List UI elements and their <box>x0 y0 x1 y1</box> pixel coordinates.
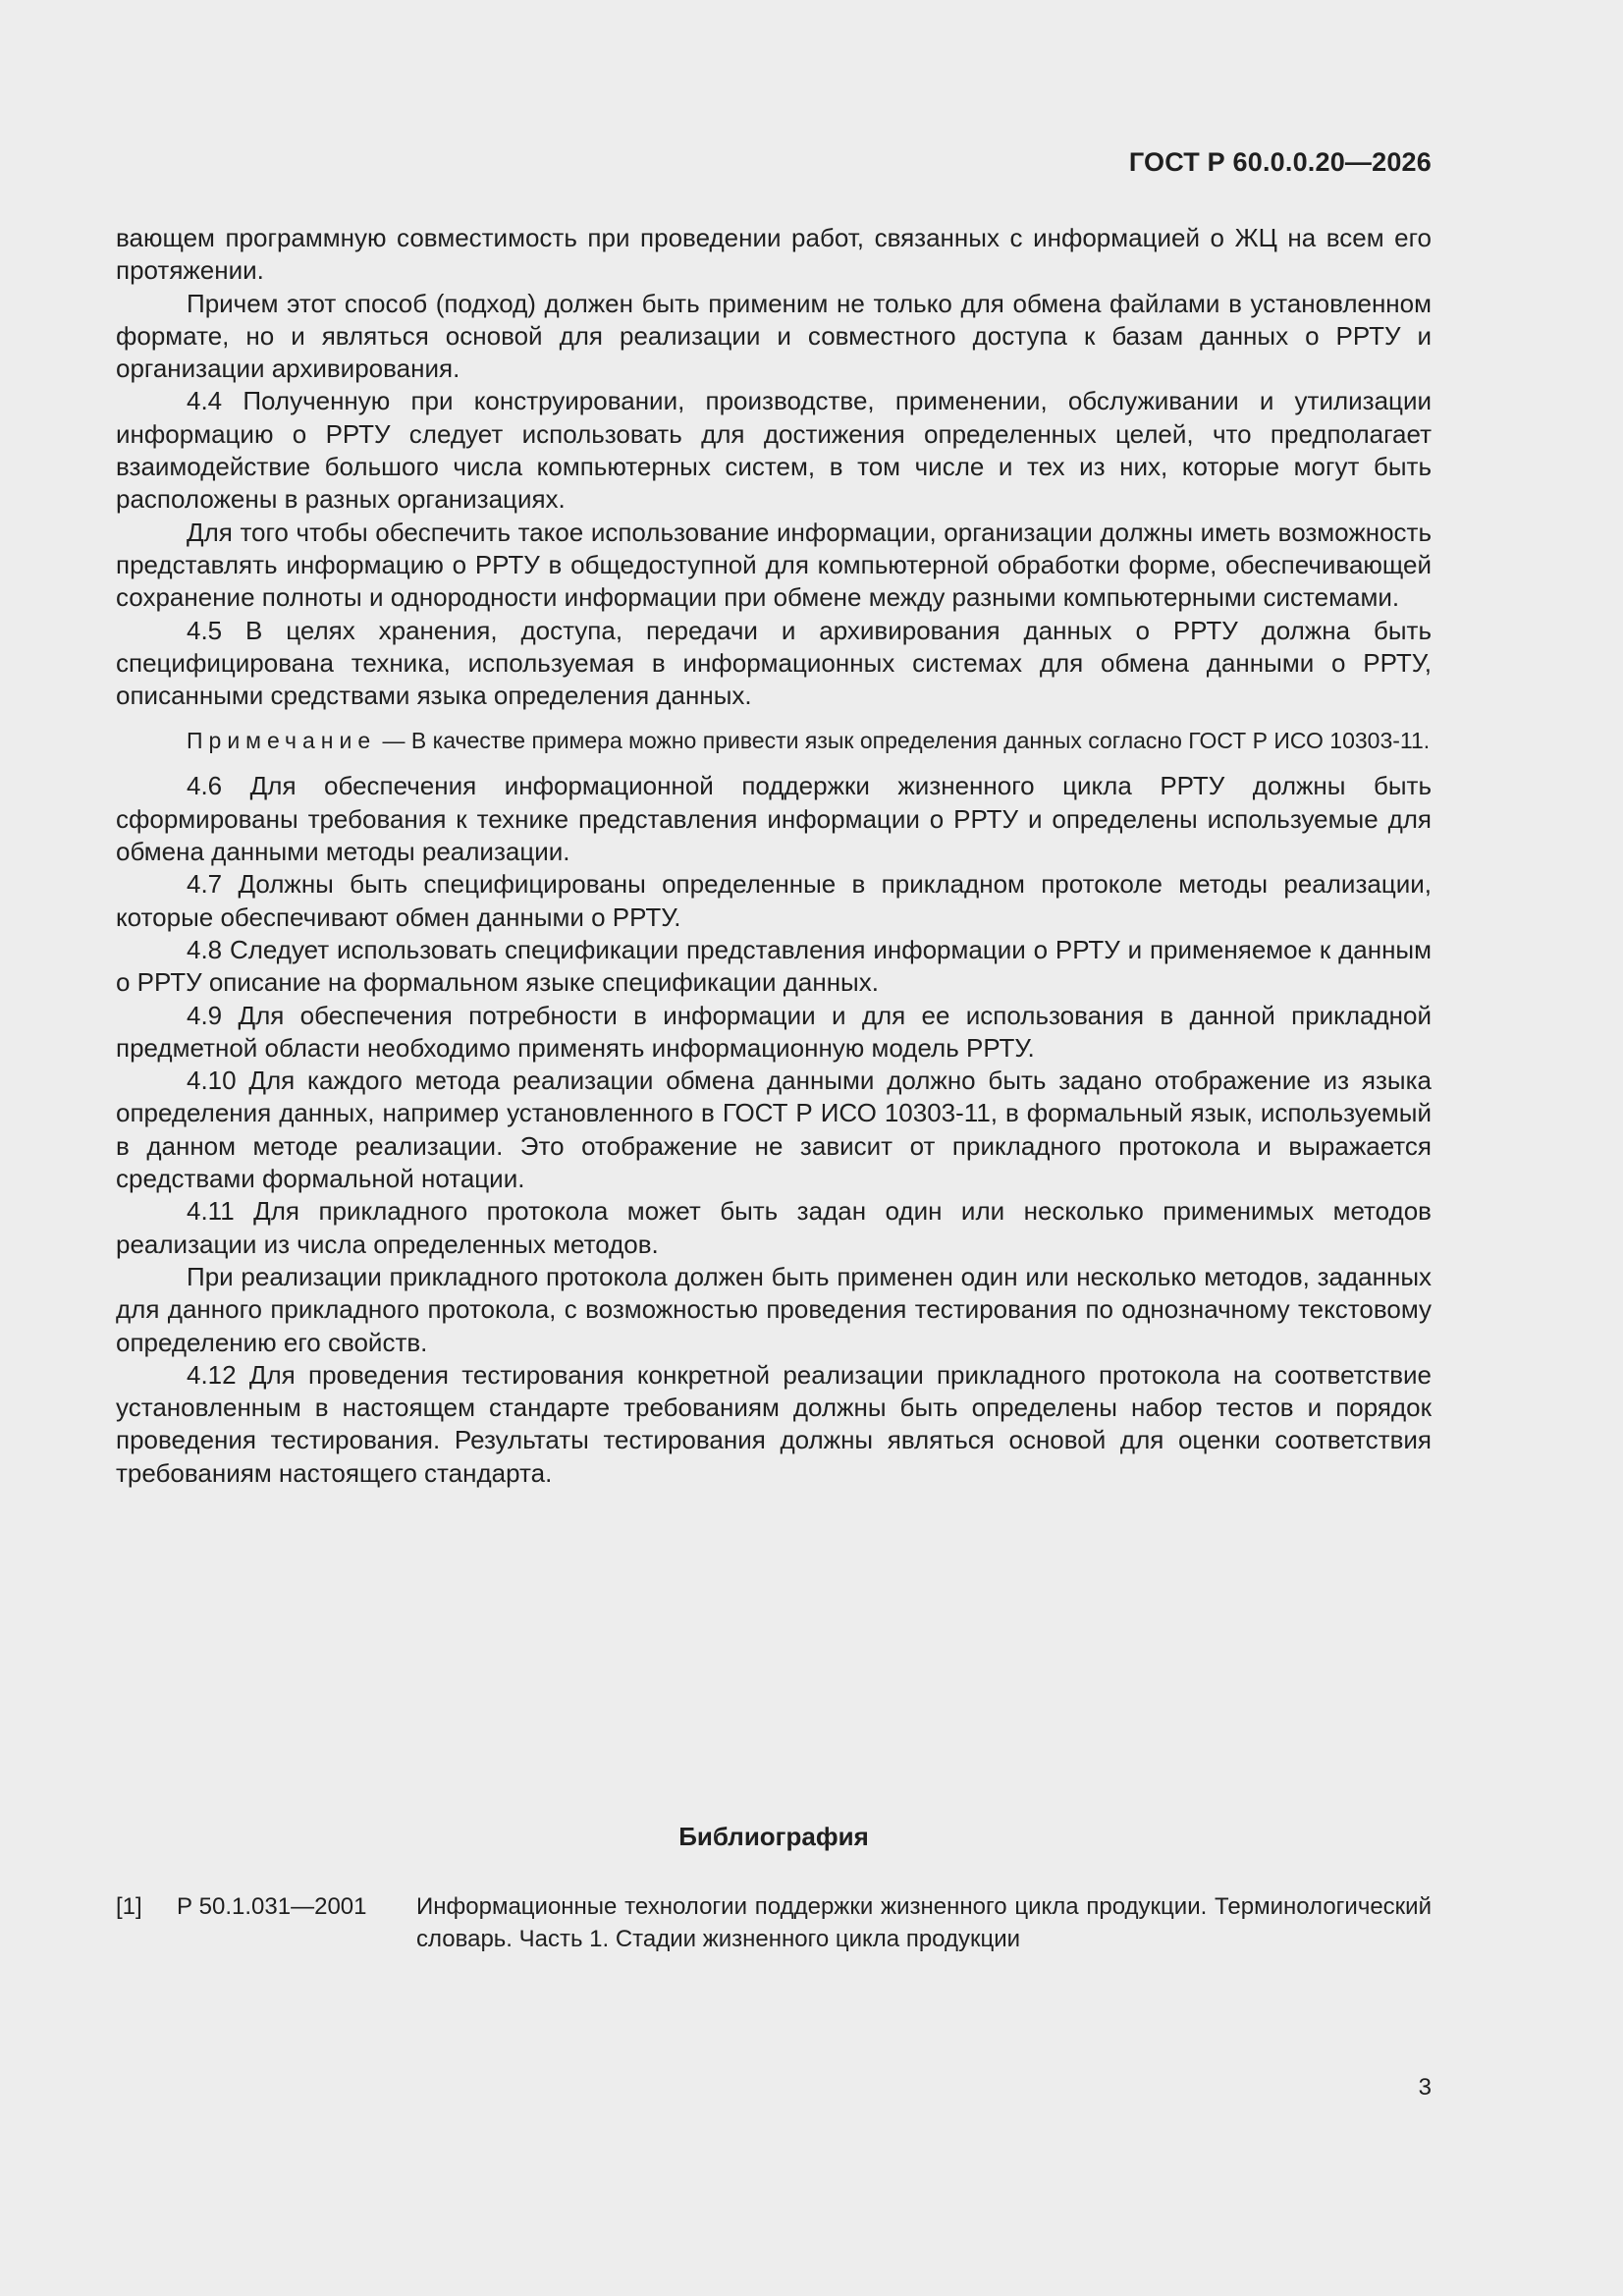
paragraph: 4.12 Для проведения тестирования конкретной реализации прикладного протокола на соответствие установленным в настоящем стандарте требованиям должны быть определены набор тестов и порядок проведения тестирования. Результаты тестирования должны являться основой для оценки соответствия требованиям настоящего стандарта. <box>116 1359 1432 1488</box>
note <box>116 726 1432 756</box>
paragraph: 4.9 Для обеспечения потребности в информации и для ее использования в данной прикладной предметной области необходимо применять информационную модель РРТУ. <box>116 1000 1432 1063</box>
paragraph: 4.5 В целях хранения, доступа, передачи и архивирования данных о РРТУ должна быть специфицирована техника, используемая в информационных системах для обмена данными о РРТУ, описанными средствами языка определения данных. <box>116 615 1432 711</box>
paragraph: 4.6 Для обеспечения информационной поддержки жизненного цикла РРТУ должны быть сформированы требования к технике представления информации о РРТУ и определены используемые для обмена данными методы реализации. <box>116 771 1432 867</box>
main-text <box>116 222 1432 1490</box>
paragraph: 4.11 Для прикладного протокола может быть задан один или несколько применимых методов реализации из числа определенных методов. <box>116 1196 1432 1259</box>
bibliography-entry-code: Р 50.1.031—2001 <box>177 1893 367 1920</box>
paragraph: 4.8 Следует использовать спецификации представления информации о РРТУ и применяемое к данным о РРТУ описание на формальном языке спецификации данных. <box>116 934 1432 998</box>
paragraph: Причем этот способ (подход) должен быть применим не только для обмена файлами в установленном формате, но и являться основой для реализации и совместного доступа к базам данных о РРТУ и организации архивирования. <box>116 288 1432 384</box>
paragraph: Для того чтобы обеспечить такое использование информации, организации должны иметь возможность представлять информацию о РРТУ в общедоступной для компьютерной обработки форме, обеспечивающей сохранение полноты и однородности информации при обмене между разными компьютерными системами. <box>116 517 1432 613</box>
bibliography-entry-number: [1] <box>116 1893 142 1920</box>
note-label: Примечание <box>187 728 377 754</box>
paragraph: 4.4 Полученную при конструировании, производстве, применении, обслуживании и утилизации информацию о РРТУ следует использовать для достижения определенных целей, что предполагает взаимодействие большого числа компьютерных систем, в том числе и тех из них, которые могут быть расположены в разных организациях. <box>116 386 1432 515</box>
paragraph: 4.7 Должны быть специфицированы определенные в прикладном протоколе методы реализации, которые обеспечивают обмен данными о РРТУ. <box>116 869 1432 932</box>
paragraph: 4.10 Для каждого метода реализации обмена данными должно быть задано отображение из языка определения данных, например установленного в ГОСТ Р ИСО 10303-11, в формальный язык, используемый в данном методе реализации. Это отображение не зависит от прикладного протокола и выражается средствами формальной нотации. <box>116 1066 1432 1194</box>
bibliography-title: Библиография <box>678 1822 869 1851</box>
bibliography-entry-text: Информационные технологии поддержки жизненного цикла продукции. Терминологический словарь. Часть 1. Стадии жизненного цикла продукции <box>416 1893 1432 1952</box>
paragraph: При реализации прикладного протокола должен быть применен один или несколько методов, заданных для данного прикладного протокола, с возможностью проведения тестирования по однозначному текстовому определению его свойств. <box>116 1261 1432 1357</box>
paragraph: вающем программную совместимость при проведении работ, связанных с информацией о ЖЦ на всем его протяжении. <box>116 223 1432 286</box>
document-code-header: ГОСТ Р 60.0.0.20—2026 <box>1128 147 1432 177</box>
note-text: — В качестве примера можно привести язык определения данных согласно ГОСТ Р ИСО 10303-11. <box>376 728 1431 754</box>
page-number: 3 <box>1418 2074 1432 2101</box>
